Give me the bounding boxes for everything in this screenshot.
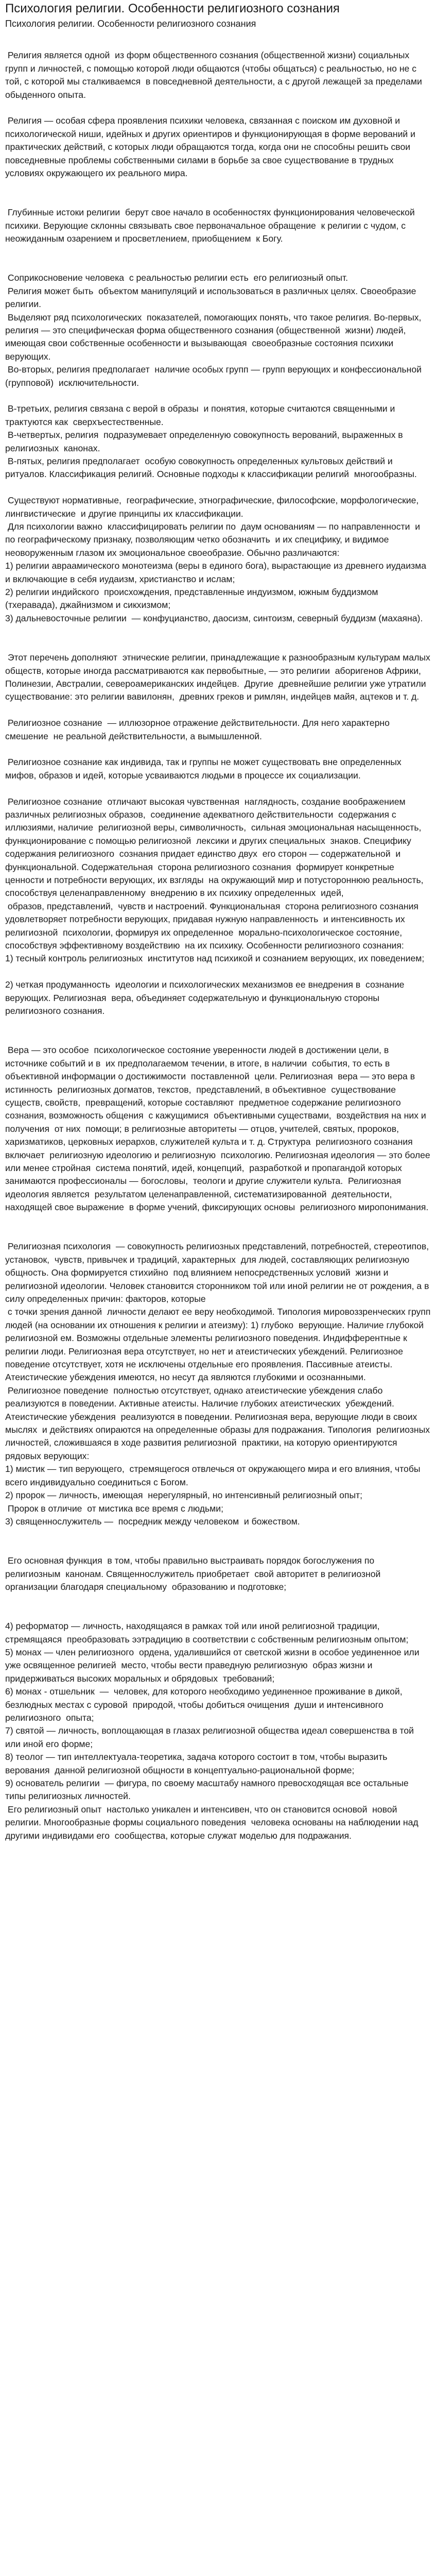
paragraph: В-пятых, религия предполагает особую совокупность определенных культовых действий и ритуалов. Классификация религий. Основные подходы к классификации религий многообразны. <box>5 456 417 480</box>
paragraph: Этот перечень дополняют этнические религии, принадлежащие к разнообразным культурам малых обществ, которые иногда рассматриваются как первобытные, — это религии аборигенов Африки, Полинезии, Австралии, североамериканских индейцев. Другие древнейшие религии уже утратили существование: это религии вавилонян, древних греков и римлян, индейцев майя, ацтеков и т. д. <box>5 652 435 702</box>
paragraph: Его религиозный опыт настолько уникален и интенсивен, что он становится основой новой религии. Многообразные формы социального поведения человека основаны на наблюдении над другими индивидами его сообщества, которые служат моделью для подражания. <box>5 1804 421 1841</box>
paragraph: Религия — особая сфера проявления психики человека, связанная с поиском им духовной и психологической ниши, идейных и других ориентиров и функционирующая в форме верований и практических действий, с которых люди обращаются тогда, когда они не способны решить свои повседневные проблемы собственными силами в борьбе за свое существование в трудных условиях окружающего их реального мира. <box>5 115 418 179</box>
paragraph: Религиозное сознание отличают высокая чувственная наглядность, создание воображением различных религиозных образов, соединение адекватного действительности содержания с иллюзиями, наличие религиозной веры, символичность, сильная эмоциональная насыщенность, функционирование с помощью религиозной лексики и других специальных знаков. Специфику содержания религиозного сознания придает единство двух его сторон — содержательной и функциональной. Содержательная сторона религиозного сознания формирует конкретные ценности и потребности верующих, их взгляды на окружающий мир и потустороннюю реальность, способствуя целенаправленному внедрению в их психику определенных идей, <box>5 796 426 899</box>
paragraph <box>5 1541 431 1554</box>
paragraph: образов, представлений, чувств и настроений. Функциональная сторона религиозного сознания удовлетворяет потребности верующих, придавая нужную направленность и интенсивность их религиозной психологии, формируя их определенное морально-психологическое состояние, способствуя эффективному воздействию на их психику. Особенности религиозного сознания: <box>5 901 424 951</box>
paragraph: Во-вторых, религия предполагает наличие особых групп — групп верующих и конфессиональной (групповой) исключительности. <box>5 364 424 388</box>
paragraph: Религиозное сознание как индивида, так и группы не может существовать вне определенных мифов, образов и идей, которые усваиваются людьми в процессе их социализации. <box>5 757 404 781</box>
paragraph: 2) религии индийского происхождения, представленные индуизмом, южным буддизмом (тхеравада), джайнизмом и сикхизмом; <box>5 587 381 611</box>
paragraph <box>5 481 431 494</box>
paragraph: 6) монах - отшельник — человек, для которого необходимо уединенное проживание в дикой, безлюдных местах с суровой природой, чтобы добиться очищения души и интенсивного религиозного опыта; <box>5 1686 408 1723</box>
paragraph: 1) мистик — тип верующего, стремящегося отвлечься от окружающего мира и его влияния, чтобы всего индивидуально соединиться с Богом. <box>5 1464 426 1487</box>
paragraph: Для психологии важно классифицировать религии по даум основаниям — по направленности и по географическому признаку, позволяющим четко обозначить и их специфику, и видимое неоворуженным глазом их эмоциональное своеобразие. Обычно различаются: <box>5 521 423 558</box>
paragraph: Его основная функция в том, чтобы правильно выстраивать порядок богослужения по религиозным канонам. Священнослужитель приобретает свой авторитет в религиозной организации благодаря специальному образованию и подготовке; <box>5 1555 386 1592</box>
paragraph: Вера — это особое психологическое состояние уверенности людей в достижении цели, в источнике событий и в их предполагаемом течении, в итоге, в наличии события, то есть в объективной информации о достижимости поставленной цели. Религиозная вера — это вера в истинность религиозных догматов, текстов, представлений, в объективное существование существ, свойств, превращений, которые составляют предметное содержание религиозного сознания, возможность общения с кажущимися объективными существами, воздействия на них и получения от них помощи; в религиозные авторитеты — отцов, учителей, святых, пророков, харизматиков, церковных иерархов, служителей культа и т. д. Структура религиозного сознания включает религиозную идеологию и религиозную психологию. Религиозная идеология — это более или менее стройная система понятий, идей, концепций, разработкой и пропагандой которых занимаются профессионалы — богословы, теологи и другие служители культа. Религиозная идеология является результатом целенаправленной, систематизированной деятельности, находящей свое выражение в форме учений, фиксирующих основы религиозного миропонимания. <box>5 1045 433 1213</box>
paragraph <box>5 259 431 272</box>
paragraph: Религия может быть объектом манипуляций и использоваться в различных целях. Своеобразие религии. <box>5 285 422 310</box>
page-title: Психология религии. Особенности религиозного сознания <box>5 2 340 15</box>
paragraph: В-третьих, религия связана с верой в образы и понятия, которые считаются священными и трактуются как сверхъестественные. <box>5 403 398 427</box>
paragraph <box>5 704 431 717</box>
document-body <box>5 36 436 1842</box>
paragraph: 2) четкая продуманность идеологии и психологических механизмов ее внедрения в сознание верующих. Религиозная вера, объединяет содержательную и функциональную стороны религиозного сознания. <box>5 979 407 1016</box>
paragraph: 2) пророк — личность, имеющая нерегулярный, но интенсивный религиозный опыт; <box>5 1490 363 1501</box>
paragraph: 3) дальневосточные религии — конфуцианство, даосизм, синтоизм, северный буддизм (махаяна). <box>5 613 423 623</box>
page-subtitle: Психология религии. Особенности религиозного сознания <box>5 19 256 29</box>
paragraph: 3) священнослужитель — посредник между человеком и божеством. <box>5 1516 300 1527</box>
paragraph: Выделяют ряд психологических показателей, помогающих понять, что такое религия. Во-первых, религия — это специфическая форма общественного сознания (общественной жизни) людей, имеющая свои собственные особенности и вызывающая своеобразные состояния психики верующих. <box>5 312 424 362</box>
paragraph <box>5 246 431 259</box>
paragraph: 9) основатель религии — фигура, по своему масштабу намного превосходящая все остальные типы религиозных личностей. <box>5 1778 414 1802</box>
paragraph: Глубинные истоки религии берут свое начало в особенностях функционирования человеческой психики. Верующие склонны связывать свое первоначальное обращение к религии с чудом, с неожиданным озарением и просветлением, приобщением к Богу. <box>5 207 420 244</box>
paragraph <box>5 1607 431 1620</box>
paragraph <box>5 193 431 206</box>
paragraph <box>5 1227 431 1240</box>
paragraph: 1) религии авраамического монотеизма (веры в единого бога), вырастающие из древнего иудаизма и включающие в себя иудаизм, христианство и ислам; <box>5 561 429 584</box>
paragraph <box>5 782 431 795</box>
paragraph: с точки зрения данной личности делают ее веру необходимой. Типология мировоззренческих групп людей (на основании их отношения к религии и атеизму): 1) глубоко верующие. Наличие глубокой религиозной ем. Возможны отдельные элементы религиозного поведения. Индифферентные к религии люди. Религиозная вера отсутствует, но нет и атеистических убеждений. Религиозное поведение отсутствует, хотя не исключены отдельные его проявления. Пассивные атеисты. Атеистические убеждения имеются, но несут да являются глубокими и осознанными. <box>5 1307 436 1383</box>
paragraph: 5) монах — член религиозного ордена, удалившийся от светской жизни в особое уединенное или уже освященное религией место, чтобы вести праведную религиозную образ жизни и придерживаться высоких моральных и обрядовых требований; <box>5 1647 422 1684</box>
paragraph: Существуют нормативные, географические, этнографические, философские, морфологические, лингвистические и другие принципы их классификации. <box>5 495 422 519</box>
paragraph: Пророк в отличие от мистика все время с людьми; <box>5 1503 223 1514</box>
paragraph <box>5 101 431 114</box>
paragraph <box>5 1528 431 1541</box>
paragraph <box>5 36 431 49</box>
paragraph <box>5 1594 431 1606</box>
paragraph: Соприкосновение человека с реальностью религии есть его религиозный опыт. <box>5 273 348 283</box>
paragraph <box>5 180 431 193</box>
paragraph <box>5 638 431 651</box>
paragraph <box>5 1031 431 1044</box>
paragraph: Религиозное поведение полностью отсутствует, однако атеистические убеждения слабо реализуются в поведении. Активные атеисты. Наличие глубоких атеистических убеждений. Атеистические убеждения реализуются в поведении. Религиозная вера, верующие люди в своих мыслях и действиях опираются на определенные образы для подражания. Типология религиозных личностей, сложившаяся в ходе развития религиозной практики, на которую ориентируются рядовых верующих: <box>5 1385 432 1461</box>
paragraph <box>5 625 431 638</box>
paragraph: 7) святой — личность, воплощающая в глазах религиозной общества идеал совершенства в той или иной его форме; <box>5 1725 416 1749</box>
paragraph: 1) тесный контроль религиозных институтов над психикой и сознанием верующих, их поведением; <box>5 953 425 964</box>
paragraph <box>5 1214 431 1227</box>
paragraph: Религиозная психология — совокупность религиозных представлений, потребностей, стереотипов, установок, чувств, привычек и традиций, характерных для людей, составляющих религиозную общность. Она формируется стихийно под влиянием непосредственных условий жизни и религиозной идеологии. Человек становится сторонником той или иной религии не от рождения, а в силу определенных причин: факторов, которые <box>5 1241 432 1304</box>
paragraph <box>5 389 431 402</box>
paragraph <box>5 743 431 756</box>
paragraph: 8) теолог — тип интеллектуала-теоретика, задача которого состоит в том, чтобы выразить верования данной религиозной общности в концептуально-рациональной форме; <box>5 1752 390 1775</box>
paragraph <box>5 965 431 978</box>
paragraph: Религия является одной из форм общественного сознания (общественной жизни) социальных групп и личностей, с помощью которой люди общаются (чтобы общаться) с реальностью, но не с той, с которой мы сталкиваемся в повседневной деятельности, а с другой лежащей за пределами обыденного опыта. <box>5 50 427 100</box>
paragraph: 4) реформатор — личность, находящаяся в рамках той или иной религиозной традиции, стремящаяся преобразовать ээтрадицию в соответствии с собственным религиозным опытом; <box>5 1621 409 1645</box>
paragraph: В-четвертых, религия подразумевает определенную совокупность верований, выраженных в религиозных канонах. <box>5 430 406 453</box>
paragraph <box>5 1018 431 1030</box>
paragraph: Религиозное сознание — иллюзорное отражение действительности. Для него характерно смешение не реальной действительности, а вымышленной. <box>5 718 392 741</box>
